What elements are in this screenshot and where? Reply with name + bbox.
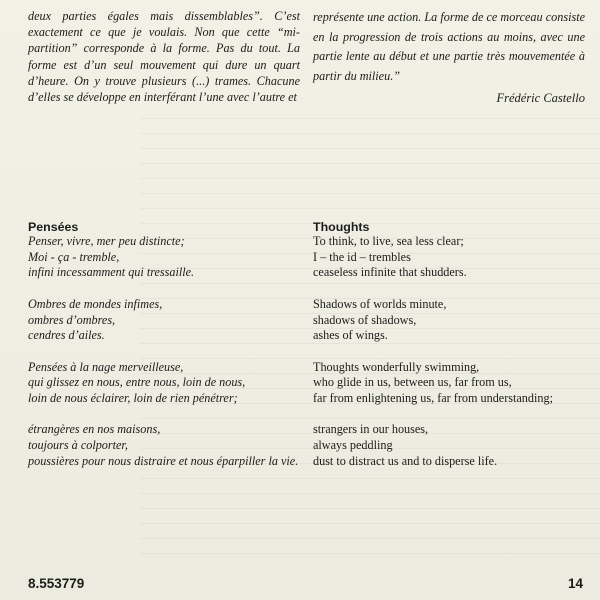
poem-line: Shadows of worlds minute,	[313, 296, 447, 311]
poem-line: toujours à colporter,	[28, 438, 128, 453]
poem-line: Penser, vivre, mer peu distincte;	[28, 234, 185, 248]
poem-line: To think, to live, sea less clear;	[313, 234, 464, 248]
poem-line: shadows of shadows,	[313, 312, 417, 327]
page-number: 14	[567, 576, 583, 591]
poem-french	[28, 220, 308, 485]
poem-line: Thoughts wonderfully swimming,	[313, 359, 480, 374]
poem-line: Pensées à la nage merveilleuse,	[28, 359, 184, 374]
poem-stanza	[28, 297, 308, 344]
poem-line: ashes of wings.	[313, 328, 388, 343]
poem-stanza	[313, 422, 593, 469]
poem-stanza	[313, 234, 593, 281]
poem-line: cendres d’ailes.	[28, 328, 105, 343]
poem-line: ceaseless infinite that shudders.	[313, 265, 467, 280]
poem-line: who glide in us, between us, far from us,	[313, 375, 512, 390]
poem-line: dust to distract us and to disperse life.	[313, 453, 498, 468]
poem-english	[313, 220, 593, 485]
poem-english-title: Thoughts	[313, 220, 370, 234]
catalog-number: 8.553779	[28, 576, 85, 591]
poem-stanza	[28, 360, 308, 407]
poem-line: qui glissez en nous, entre nous, loin de nous,	[28, 375, 246, 390]
poem-line: Moi - ça - tremble,	[28, 249, 120, 264]
poem-line: loin de nous éclairer, loin de rien pénétrer;	[28, 391, 238, 405]
poem-line: far from enlightening us, far from understanding;	[313, 391, 553, 405]
intro-right-text: représente une action. La forme de ce morceau consiste en la progression de trois actions au moins, avec une partie lente au début et une partie très mouvementée à partir du milieu.”	[313, 10, 585, 83]
poem-line: Ombres de mondes infimes,	[28, 296, 163, 311]
poem-stanza	[28, 234, 308, 281]
signature: Frédéric Castello	[496, 91, 585, 106]
intro-left-text: deux parties égales mais dissemblables”. C’est exactement ce que je voulais. Non que cette “mi-partition” corresponde à la forme. Pas du tout. La forme est d’un seul mouvement qui dure un quart d’heure. On y trouve plusieurs (...) trames. Chacune d’elles se développe en interférant l’une avec l’autre et	[28, 9, 300, 105]
poem-line: poussières pour nous distraire et nous éparpiller la vie.	[28, 453, 299, 468]
poem-french-title: Pensées	[28, 220, 79, 234]
poem-stanza	[313, 297, 593, 344]
poem-line: infini incessamment qui tressaille.	[28, 265, 195, 280]
poem-line: I – the id – trembles	[313, 249, 411, 264]
poem-line: étrangères en nos maisons,	[28, 422, 161, 437]
intro-left-column	[28, 8, 300, 105]
intro-right-column	[313, 8, 585, 109]
poem-stanza	[28, 422, 308, 469]
poem-line: always peddling	[313, 438, 393, 453]
poem-stanza	[313, 360, 593, 407]
poem-line: ombres d’ombres,	[28, 312, 116, 327]
poem-line: strangers in our houses,	[313, 422, 429, 437]
